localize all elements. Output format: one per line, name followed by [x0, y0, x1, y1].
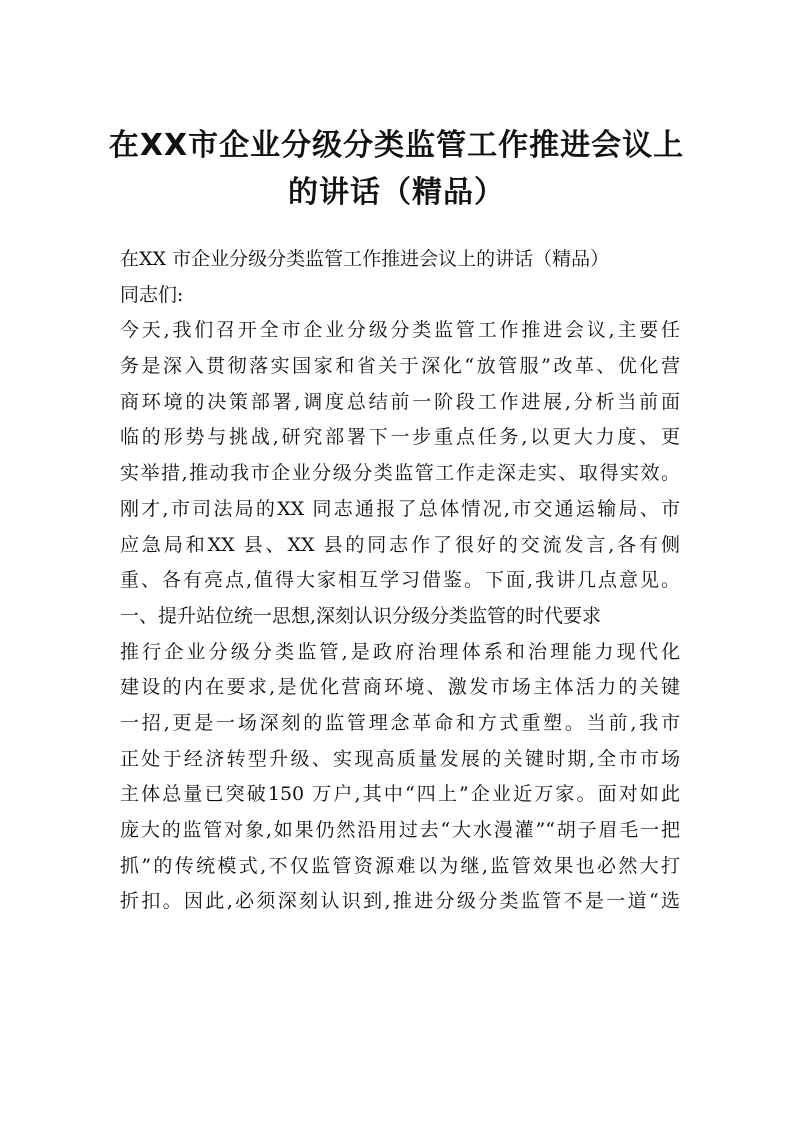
- body-line-subtitle: 在XX 市企业分级分类监管工作推进会议上的讲话（精品）: [120, 248, 610, 270]
- body-line: 一招,更是一场深刻的监管理念革命和方式重塑。当前,我市: [120, 711, 680, 734]
- document-title-line-1: 在XX市企业分级分类监管工作推进会议上: [108, 128, 685, 163]
- body-line-section-heading: 一、提升站位统一思想,深刻认识分级分类监管的时代要求: [120, 604, 602, 627]
- document-body: [120, 242, 680, 920]
- body-line: 折扣。因此,必须深刻认识到,推进分级分类监管不是一道“选: [120, 890, 680, 913]
- body-line: 务是深入贯彻落实国家和省关于深化“放管服”改革、优化营: [120, 355, 680, 378]
- body-line: 商环境的决策部署,调度总结前一阶段工作进展,分析当前面: [120, 390, 680, 413]
- body-line: 建设的内在要求,是优化营商环境、激发市场主体活力的关键: [120, 676, 680, 699]
- body-line: 重、各有亮点,值得大家相互学习借鉴。下面,我讲几点意见。: [120, 569, 680, 592]
- body-line: 应急局和XX 县、XX 县的同志作了很好的交流发言,各有侧: [120, 533, 680, 556]
- body-line: 实举措,推动我市企业分级分类监管工作走深走实、取得实效。: [120, 462, 680, 485]
- body-line: 今天,我们召开全市企业分级分类监管工作推进会议,主要任: [120, 319, 680, 342]
- document-title-line-2: 的讲话（精品）: [288, 175, 505, 210]
- body-line: 正处于经济转型升级、实现高质量发展的关键时期,全市市场: [120, 747, 680, 770]
- body-line: 庞大的监管对象,如果仍然沿用过去“大水漫灌”“胡子眉毛一把: [120, 819, 680, 841]
- body-line: 主体总量已突破150 万户,其中“四上”企业近万家。面对如此: [120, 783, 680, 806]
- body-line-salutation: 同志们:: [120, 283, 184, 306]
- body-line: 推行企业分级分类监管,是政府治理体系和治理能力现代化: [120, 640, 680, 663]
- body-line: 刚才,市司法局的XX 同志通报了总体情况,市交通运输局、市: [120, 497, 680, 520]
- body-line: 抓”的传统模式,不仅监管资源难以为继,监管效果也必然大打: [120, 854, 680, 877]
- body-line: 临的形势与挑战,研究部署下一步重点任务,以更大力度、更: [120, 426, 680, 449]
